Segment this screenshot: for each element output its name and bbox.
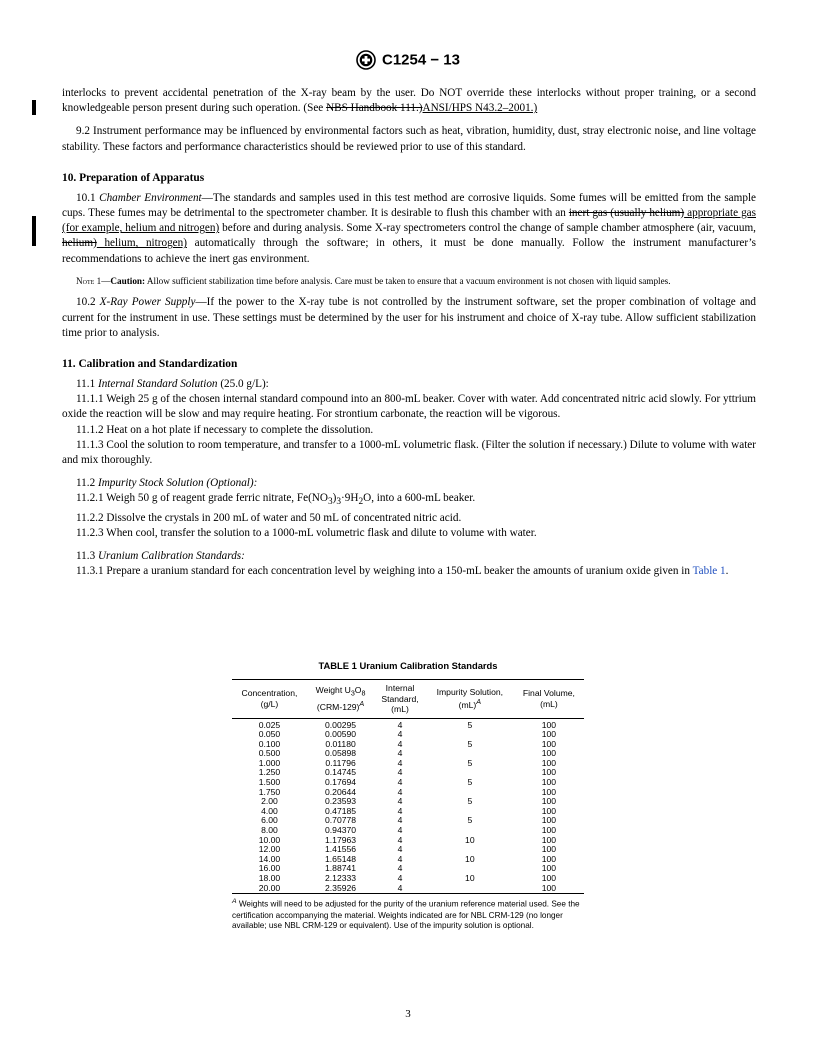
note-1: Note 1—Caution: Allow sufficient stabilization time before analysis. Care must be taken to ensure that a vacuum environment is not chosen with liquid samples. bbox=[76, 275, 671, 286]
cell-weight: 0.47185 bbox=[325, 805, 357, 816]
cell-concentration: 12.00 bbox=[258, 844, 281, 855]
paragraph-11-3: 11.3 Uranium Calibration Standards: bbox=[76, 550, 245, 563]
paragraph-11-1-2: 11.1.2 Heat on a hot plate if necessary to complete the dissolution. bbox=[76, 423, 374, 436]
cell-impurity-solution: 10 bbox=[465, 873, 475, 883]
change-bar bbox=[32, 216, 36, 246]
calibration-table bbox=[232, 679, 584, 894]
change-bar bbox=[32, 100, 36, 115]
cell-concentration: 10.00 bbox=[258, 834, 281, 845]
table-row bbox=[232, 807, 584, 817]
cell-weight: 0.17694 bbox=[325, 777, 357, 788]
cell-concentration: 0.100 bbox=[258, 738, 281, 749]
cell-final-volume: 100 bbox=[541, 863, 557, 874]
paragraph-11-2: 11.2 Impurity Stock Solution (Optional): bbox=[76, 477, 258, 490]
paragraph-interlocks: interlocks to prevent accidental penetration of the X-ray beam by the user. Do NOT override these interlocks without proper training, or a second knowledgeable person present during such operation. (See NBS Handbook 111.)ANSI/HPS N43.2–2001.) bbox=[62, 87, 756, 115]
cell-final-volume: 100 bbox=[541, 805, 557, 816]
section-heading-10: 10. Preparation of Apparatus bbox=[62, 171, 205, 184]
cell-internal-standard: 4 bbox=[397, 719, 403, 730]
cell-weight: 1.41556 bbox=[325, 844, 357, 855]
table-footnote: $^A$ Weights will need to be adjusted for the purity of the uranium reference material used. See the certification accompanying the material. Weights indicated are for NBL CRM-129 (no longer available; use NBL CRM-129 or equivalent). Use of the impurity solution is optional. bbox=[232, 898, 580, 931]
table-row bbox=[232, 740, 584, 750]
page-header bbox=[0, 50, 816, 70]
col-header-concentration: Concentration, (g/L) bbox=[232, 680, 307, 719]
cell-final-volume: 100 bbox=[541, 796, 557, 807]
cell-weight: 1.65148 bbox=[325, 853, 357, 864]
cell-impurity-solution: 10 bbox=[465, 853, 475, 864]
table-row bbox=[232, 759, 584, 769]
cell-final-volume: 100 bbox=[541, 767, 557, 778]
deleted-text: helium) bbox=[62, 237, 97, 250]
inserted-text: appropriate gas (for example, helium and nitrogen) bbox=[62, 207, 756, 235]
cell-final-volume: 100 bbox=[541, 815, 557, 826]
cell-weight: 1.88741 bbox=[325, 863, 357, 874]
paragraph-11-1-3: 11.1.3 Cool the solution to room temperature, and transfer to a 1000-mL volumetric flask. (Filter the solution if necessary.) Dilute to volume with water and mix thoroughly. bbox=[62, 438, 756, 466]
table-row bbox=[232, 797, 584, 807]
cell-concentration: 6.00 bbox=[261, 815, 278, 826]
cell-concentration: 0.500 bbox=[258, 748, 281, 759]
cell-final-volume: 100 bbox=[514, 884, 584, 894]
cell-weight: 0.70778 bbox=[325, 815, 357, 826]
paragraph-11-1: 11.1 Internal Standard Solution (25.0 g/L): bbox=[76, 377, 269, 390]
cell-impurity-solution: 10 bbox=[465, 834, 475, 845]
cell-concentration: 1.500 bbox=[258, 777, 281, 788]
cell-impurity-solution: 5 bbox=[467, 777, 473, 788]
paragraph-9-2: 9.2 Instrument performance may be influenced by environmental factors such as heat, vibration, humidity, dust, stray electronic noise, and line voltage stability. These factors and performance characteristics should be reviewed prior to use of this standard. bbox=[62, 125, 756, 153]
paragraph-11-2-3: 11.2.3 When cool, transfer the solution to a 1000-mL volumetric flask and dilute to volume with water. bbox=[76, 527, 537, 539]
cell-final-volume: 100 bbox=[541, 719, 557, 730]
table-row bbox=[232, 836, 584, 846]
cell-internal-standard: 4 bbox=[397, 777, 403, 788]
cell-final-volume: 100 bbox=[541, 757, 557, 768]
table-1-link[interactable]: Table 1 bbox=[692, 565, 726, 578]
table-header-row bbox=[232, 680, 584, 719]
cell-concentration: 8.00 bbox=[261, 825, 278, 836]
cell-internal-standard: 4 bbox=[397, 767, 403, 778]
table-row bbox=[232, 874, 584, 884]
cell-final-volume: 100 bbox=[541, 844, 557, 855]
inserted-text: ANSI/HPS N43.2–2001.) bbox=[422, 102, 538, 115]
cell-internal-standard: 4 bbox=[374, 884, 426, 894]
cell-weight: 2.12333 bbox=[325, 873, 357, 883]
cell-concentration: 14.00 bbox=[258, 853, 281, 864]
astm-logo-icon bbox=[356, 50, 376, 70]
col-header-weight: Weight $U_3O_8$ $(CRM-129)^A$ bbox=[307, 680, 374, 719]
cell-internal-standard: 4 bbox=[397, 873, 403, 883]
cell-internal-standard: 4 bbox=[397, 757, 403, 768]
cell-internal-standard: 4 bbox=[397, 825, 403, 836]
cell-concentration: 4.00 bbox=[261, 805, 278, 816]
cell-concentration: 0.050 bbox=[258, 729, 281, 740]
table-row bbox=[232, 788, 584, 798]
cell-impurity-solution: 5 bbox=[467, 796, 473, 807]
table-row bbox=[232, 845, 584, 855]
cell-impurity-solution bbox=[426, 884, 514, 894]
table-row bbox=[232, 778, 584, 788]
cell-internal-standard: 4 bbox=[397, 729, 403, 740]
cell-concentration: 0.025 bbox=[258, 719, 281, 730]
paragraph-11-1-1: 11.1.1 Weigh 25 g of the chosen internal standard compound into an 800-mL beaker. Cover with water. Add concentrated nitric acid slowly. For yttrium oxide the reaction will be slow and may require heating. For strontium carbonate, the reaction will be vigorous. bbox=[62, 393, 756, 421]
cell-weight: 0.14745 bbox=[325, 767, 357, 778]
cell-impurity-solution: 5 bbox=[467, 719, 473, 730]
cell-impurity-solution: 5 bbox=[467, 815, 473, 826]
cell-concentration: 1.250 bbox=[258, 767, 281, 778]
col-header-impurity-solution: Impurity Solution, (mL)$^A$ bbox=[426, 680, 514, 719]
cell-concentration: 1.750 bbox=[258, 786, 281, 797]
cell-final-volume: 100 bbox=[541, 834, 557, 845]
cell-final-volume: 100 bbox=[541, 786, 557, 797]
cell-final-volume: 100 bbox=[541, 853, 557, 864]
cell-weight: 0.11796 bbox=[325, 757, 356, 768]
cell-internal-standard: 4 bbox=[397, 786, 403, 797]
page-number: 3 bbox=[405, 1008, 411, 1020]
cell-internal-standard: 4 bbox=[397, 805, 403, 816]
cell-concentration: 16.00 bbox=[258, 863, 281, 874]
table-row bbox=[232, 749, 584, 759]
cell-final-volume: 100 bbox=[541, 748, 557, 759]
cell-impurity-solution: 5 bbox=[467, 738, 473, 749]
col-header-internal-standard: Internal Standard, (mL) bbox=[374, 680, 426, 719]
cell-internal-standard: 4 bbox=[397, 863, 403, 874]
paragraph-10-2: 10.2 X-Ray Power Supply—If the power to the X-ray tube is not controlled by the instrument software, set the proper combination of voltage and current for the instrument in use. These settings must be determined by the user for his instrument and choice of X-ray tube. Allow sufficient stabilization time prior to analysis. bbox=[62, 296, 756, 339]
table-row bbox=[232, 826, 584, 836]
cell-internal-standard: 4 bbox=[397, 834, 403, 845]
table-row bbox=[232, 864, 584, 874]
document-body bbox=[62, 86, 756, 580]
cell-internal-standard: 4 bbox=[397, 853, 403, 864]
table-title: TABLE 1 Uranium Calibration Standards bbox=[318, 660, 498, 671]
cell-weight: 0.94370 bbox=[325, 825, 357, 836]
table-row bbox=[232, 884, 584, 894]
cell-weight: 2.35926 bbox=[307, 884, 374, 894]
table-row bbox=[232, 718, 584, 730]
table-row bbox=[232, 730, 584, 740]
inserted-text: helium, nitrogen) bbox=[96, 237, 187, 250]
paragraph-11-3-1: 11.3.1 Prepare a uranium standard for each concentration level by weighing into a 150-mL beaker the amounts of uranium oxide given in Table 1. bbox=[76, 565, 729, 578]
table-row bbox=[232, 768, 584, 778]
cell-weight: 0.01180 bbox=[325, 738, 356, 749]
cell-concentration: 1.000 bbox=[258, 757, 281, 768]
paragraph-11-2-2: 11.2.2 Dissolve the crystals in 200 mL of water and 50 mL of concentrated nitric acid. bbox=[76, 511, 462, 524]
cell-final-volume: 100 bbox=[541, 873, 557, 883]
deleted-text: inert gas (usually helium) bbox=[568, 207, 685, 220]
cell-weight: 0.05898 bbox=[325, 748, 357, 759]
col-header-final-volume: Final Volume, (mL) bbox=[514, 680, 584, 719]
table-body bbox=[232, 718, 584, 894]
table-1 bbox=[232, 660, 584, 932]
cell-concentration: 2.00 bbox=[261, 796, 278, 807]
cell-internal-standard: 4 bbox=[397, 844, 403, 855]
cell-concentration: 20.00 bbox=[232, 884, 307, 894]
cell-weight: 0.00590 bbox=[325, 729, 357, 740]
cell-internal-standard: 4 bbox=[397, 815, 403, 826]
cell-weight: 1.17963 bbox=[325, 834, 357, 845]
paragraph-10-1: 10.1 Chamber Environment—The standards and samples used in this test method are corrosive liquids. Some fumes will be emitted from the sample cups. These fumes may be detrimental to the spectrometer chamber. It is desirable to flush this chamber with an inert gas (usually helium) appropriate gas (for example, helium and nitrogen) before and during analysis. Some X-ray spectrometers control the change of sample chamber atmosphere (air, vacuum, helium) helium, nitrogen) automatically through the software; in others, it must be done manually. Follow the instrument manufacturer’s recommendations to achieve the inert gas environment. bbox=[62, 191, 757, 265]
document-designation: C1254 − 13 bbox=[382, 51, 460, 69]
cell-weight: 0.23593 bbox=[325, 796, 357, 807]
cell-concentration: 18.00 bbox=[258, 873, 281, 883]
cell-internal-standard: 4 bbox=[397, 796, 403, 807]
cell-weight: 0.20644 bbox=[325, 786, 357, 797]
section-heading-11: 11. Calibration and Standardization bbox=[62, 357, 238, 370]
cell-final-volume: 100 bbox=[541, 825, 557, 836]
cell-impurity-solution: 5 bbox=[467, 757, 473, 768]
cell-final-volume: 100 bbox=[541, 777, 557, 788]
cell-final-volume: 100 bbox=[541, 729, 557, 740]
deleted-text: NBS Handbook 111.) bbox=[326, 102, 423, 115]
cell-weight: 0.00295 bbox=[325, 719, 357, 730]
cell-internal-standard: 4 bbox=[397, 748, 403, 759]
paragraph-11-2-1: 11.2.1 Weigh 50 g of reagent grade ferric nitrate, $Fe(NO_3)_3\cdot 9H_2O$, into a 600-mL beaker. bbox=[76, 492, 476, 508]
cell-final-volume: 100 bbox=[541, 738, 557, 749]
cell-internal-standard: 4 bbox=[397, 738, 403, 749]
table-row bbox=[232, 816, 584, 826]
table-row bbox=[232, 855, 584, 865]
